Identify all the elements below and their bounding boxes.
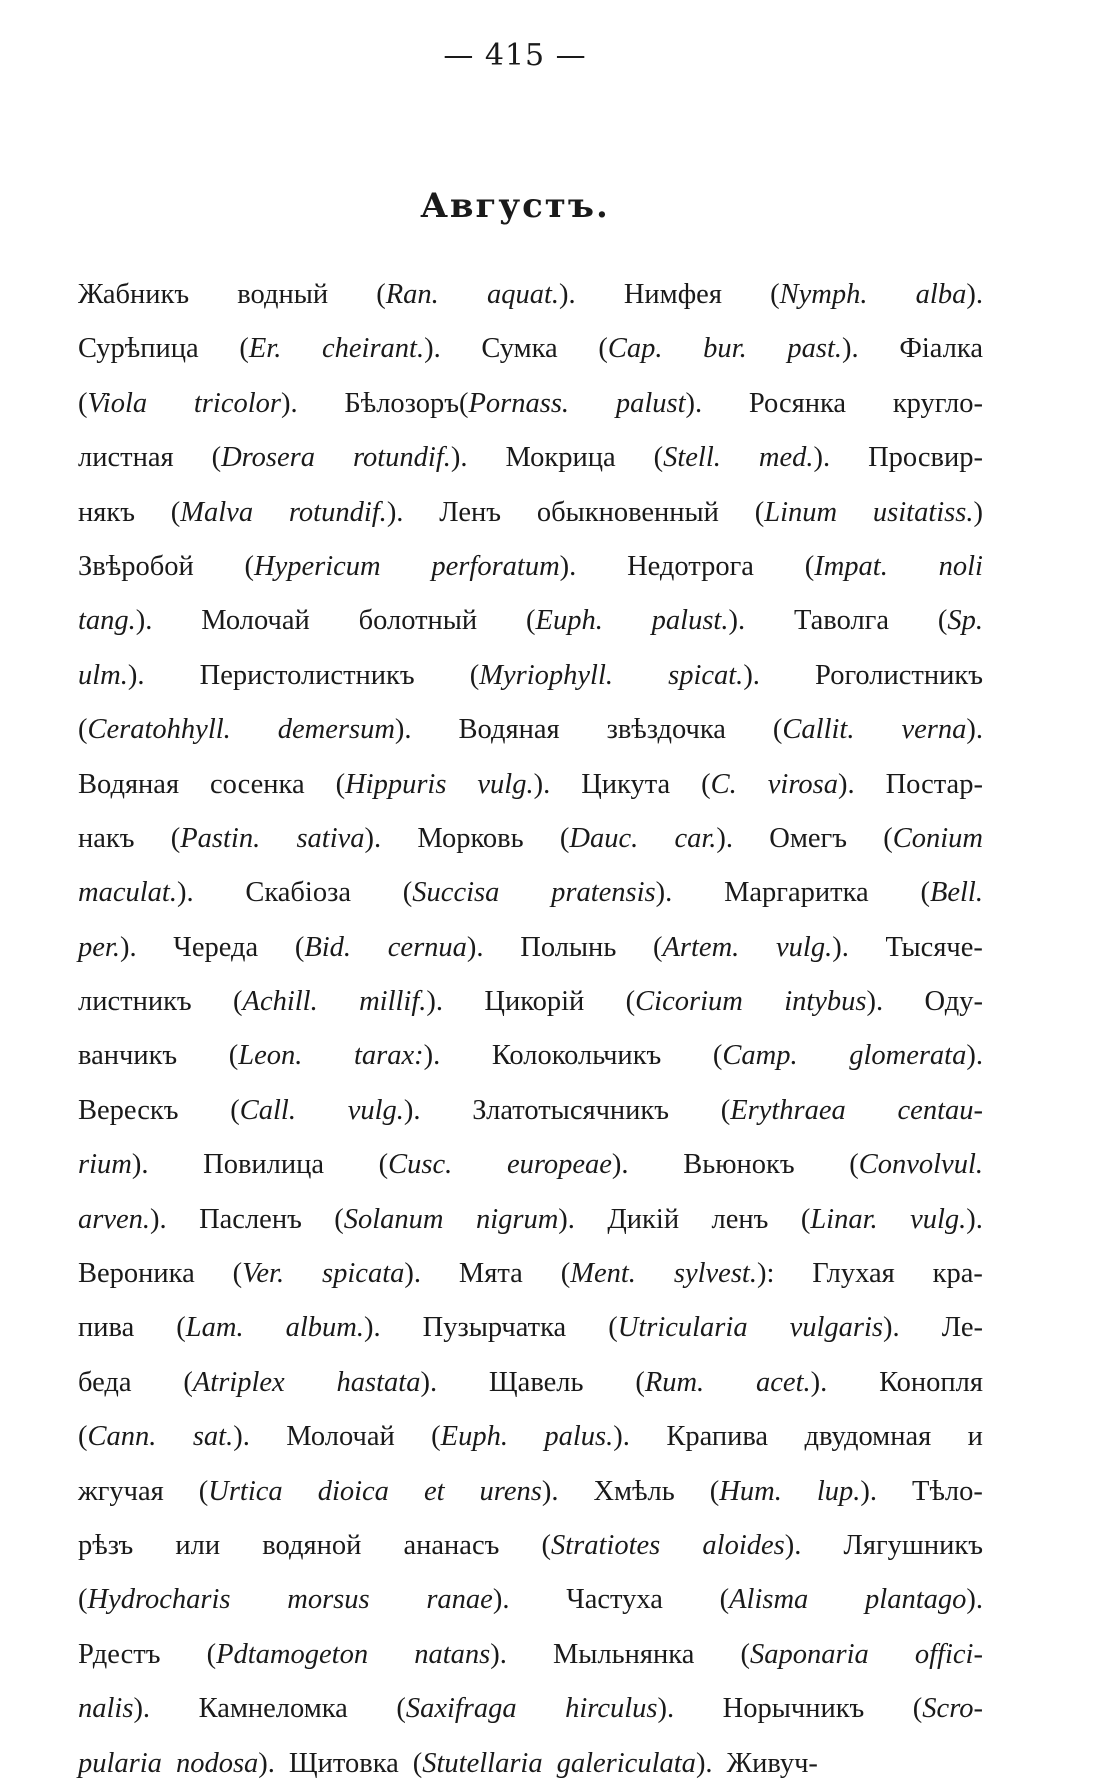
text-line: tang.). Молочай болотный (Euph. palust.). Таволга (Sp. bbox=[78, 605, 983, 637]
text-line: arven.). Пасленъ (Solanum nigrum). Дикій ленъ (Linar. vulg.). bbox=[78, 1203, 983, 1235]
body-text bbox=[78, 268, 983, 1791]
text-line: (Ceratohhyll. demersum). Водяная звѣздочка (Callit. verna). bbox=[78, 714, 983, 746]
text-line: рѣзъ или водяной ананасъ (Stratiotes aloides). Лягушникъ bbox=[78, 1529, 983, 1561]
text-line: ванчикъ (Leon. tarax:). Колокольчикъ (Camp. glomerata). bbox=[78, 1040, 983, 1072]
text-line: някъ (Malva rotundif.). Ленъ обыкновенный (Linum usitatiss.) bbox=[78, 496, 983, 528]
text-line: per.). Череда (Bid. cernua). Полынь (Artem. vulg.). Тысяче- bbox=[78, 931, 983, 963]
text-line: листникъ (Achill. millif.). Цикорій (Cicorium intybus). Оду- bbox=[78, 986, 983, 1018]
text-line: (Cann. sat.). Молочай (Euph. palus.). Крапива двудомная и bbox=[78, 1421, 983, 1453]
text-line: жгучая (Urtica dioica et urens). Хмѣль (Hum. lup.). Тѣло- bbox=[78, 1475, 983, 1507]
text-line: листная (Drosera rotundif.). Мокрица (Stell. med.). Просвир- bbox=[78, 442, 983, 474]
text-line: ulm.). Перистолистникъ (Myriophyll. spicat.). Роголистникъ bbox=[78, 659, 983, 691]
text-line: maculat.). Скабіоза (Succisa pratensis). Маргаритка (Bell. bbox=[78, 877, 983, 909]
text-line: pularia nodosa). Щитовка (Stutellaria galericulata). Живуч- bbox=[78, 1747, 818, 1779]
text-line: Рдестъ (Pdtamogeton natans). Мыльнянка (Saponaria offici- bbox=[78, 1638, 983, 1670]
text-line: rium). Повилица (Cusc. europeae). Вьюнокъ (Convolvul. bbox=[78, 1149, 983, 1181]
text-line: Вероника (Ver. spicata). Мята (Ment. sylvest.): Глухая кра- bbox=[78, 1258, 983, 1290]
text-line: накъ (Pastin. sativa). Морковь (Dauc. car.). Омегъ (Conium bbox=[78, 822, 983, 854]
text-line: (Hydrocharis morsus ranae). Частуха (Alisma plantago). bbox=[78, 1584, 983, 1616]
text-line: Верескъ (Call. vulg.). Златотысячникъ (Erythraea centau- bbox=[78, 1094, 983, 1126]
section-heading: Августъ. bbox=[420, 186, 610, 226]
page-number: — 415 — bbox=[443, 38, 587, 73]
text-line: Сурѣпица (Er. cheirant.). Сумка (Cap. bur. past.). Фіалка bbox=[78, 333, 983, 365]
text-line: (Viola tricolor). Бѣлозоръ(Pornass. palust). Росянка кругло- bbox=[78, 387, 983, 419]
text-line: Водяная сосенка (Hippuris vulg.). Цикута (C. virosa). Постар- bbox=[78, 768, 983, 800]
text-line: пива (Lam. album.). Пузырчатка (Utricularia vulgaris). Ле- bbox=[78, 1312, 983, 1344]
text-line: nalis). Камнеломка (Saxifraga hirculus). Норычникъ (Scro- bbox=[78, 1693, 983, 1725]
text-line: Жабникъ водный (Ran. aquat.). Нимфея (Nymph. alba). bbox=[78, 279, 983, 310]
text-line: Звѣробой (Hypericum perforatum). Недотрога (Impat. noli bbox=[78, 550, 983, 582]
text-line: беда (Atriplex hastata). Щавель (Rum. acet.). Конопля bbox=[78, 1366, 983, 1398]
